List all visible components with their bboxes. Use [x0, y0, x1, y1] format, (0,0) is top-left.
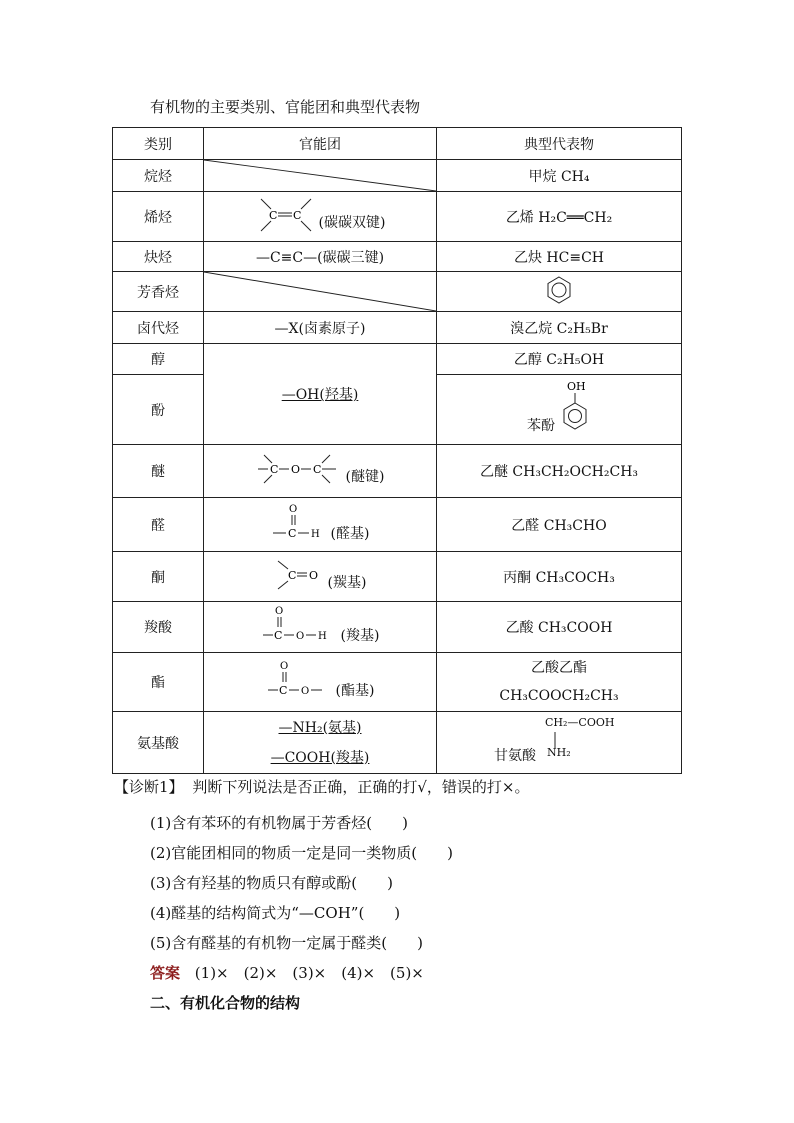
category-cell: 炔烃: [113, 242, 204, 272]
functional-group-cell: [204, 653, 437, 712]
question-list: [150, 808, 714, 1018]
svg-text:C: C: [273, 629, 282, 642]
diagnosis-section: [114, 774, 714, 1018]
table-header-row: [113, 128, 682, 160]
empty-diagonal-cell: [204, 272, 437, 312]
category-cell: 芳香烃: [113, 272, 204, 312]
svg-text:OH: OH: [567, 380, 586, 393]
category-cell: 醇: [113, 344, 204, 375]
carboxyl-group: —COOH(羧基): [270, 749, 370, 766]
functional-group-name: (羰基): [327, 574, 367, 591]
diagonal-line: [204, 160, 436, 191]
section-heading: 二、有机化合物的结构: [150, 994, 301, 1012]
svg-text:O: O: [290, 463, 300, 476]
header-functional-group: 官能团: [204, 128, 437, 160]
category-cell: 醚: [113, 445, 204, 498]
functional-group-cell: —X(卤素原子): [204, 312, 437, 344]
representative-cell: 乙炔 HC≡CH: [437, 242, 682, 272]
table-title: 有机物的主要类别、官能团和典型代表物: [150, 98, 421, 116]
aldehyde-group-structure: [271, 501, 327, 545]
representative-cell: [437, 272, 682, 312]
functional-group-cell: —C≡C—(碳碳三键): [204, 242, 437, 272]
hydroxyl-group: —OH(羟基): [281, 387, 359, 403]
svg-text:O: O: [279, 661, 288, 672]
table-row: [113, 712, 682, 774]
diagonal-line: [204, 272, 436, 311]
table-row: [113, 312, 682, 344]
representative-cell: 乙醇 C₂H₅OH: [437, 344, 682, 375]
glycine-label: 甘氨酸: [494, 748, 536, 764]
svg-text:C: C: [312, 463, 321, 476]
representative-cell: 乙醛 CH₃CHO: [437, 498, 682, 552]
category-cell: 氨基酸: [113, 712, 204, 774]
question-item: (4)醛基的结构简式为“—COH”( ): [150, 904, 401, 922]
functional-group-cell: [204, 602, 437, 653]
header-category: 类别: [113, 128, 204, 160]
carboxyl-group-structure: [261, 603, 337, 647]
phenol-label: 苯酚: [527, 418, 555, 434]
category-cell: 烷烃: [113, 160, 204, 192]
functional-group-name: (碳碳双键): [318, 214, 386, 231]
table-row: [113, 552, 682, 602]
representative-cell: 丙酮 CH₃COCH₃: [437, 552, 682, 602]
svg-text:H: H: [310, 528, 320, 540]
representative-cell: [437, 653, 682, 712]
diagnosis-prompt: 判断下列说法是否正确，正确的打√，错误的打×。: [192, 778, 530, 796]
category-cell: 醛: [113, 498, 204, 552]
functional-group-cell: [204, 192, 437, 242]
functional-group-name: (醚键): [345, 469, 385, 485]
svg-text:O: O: [295, 631, 304, 642]
table-row: [113, 653, 682, 712]
ester-group-structure: [266, 658, 332, 702]
svg-text:C: C: [292, 208, 301, 222]
table-row: [113, 242, 682, 272]
representative-cell: 乙烯 H₂C══CH₂: [437, 192, 682, 242]
svg-text:O: O: [274, 606, 283, 617]
svg-text:O: O: [288, 503, 297, 515]
svg-text:C: C: [287, 526, 296, 540]
question-item: (5)含有醛基的有机物一定属于醛类( ): [150, 934, 423, 952]
table-row: [113, 498, 682, 552]
glycine-nh2: NH₂: [547, 746, 571, 759]
phenol-structure: [561, 379, 601, 439]
category-cell: 酚: [113, 375, 204, 445]
functional-group-cell: [204, 344, 437, 445]
table-row: [113, 272, 682, 312]
representative-cell: [437, 712, 682, 774]
glycine-structure-top: CH₂—COOH: [545, 716, 615, 729]
category-cell: 烯烃: [113, 192, 204, 242]
category-cell: 卤代烃: [113, 312, 204, 344]
svg-text:C: C: [268, 208, 277, 222]
question-item: (2)官能团相同的物质一定是同一类物质( ): [150, 844, 453, 862]
table-row: [113, 344, 682, 375]
representative-cell: [437, 375, 682, 445]
carbonyl-group-structure: [274, 555, 324, 595]
representative-cell: 乙醚 CH₃CH₂OCH₂CH₃: [437, 445, 682, 498]
functional-group-cell: [204, 498, 437, 552]
svg-text:O: O: [300, 686, 309, 697]
category-cell: 酯: [113, 653, 204, 712]
question-item: (3)含有羟基的物质只有醇或酚( ): [150, 874, 393, 892]
functional-group-name: (酯基): [335, 683, 375, 699]
svg-text:H: H: [317, 631, 327, 642]
category-cell: 羧酸: [113, 602, 204, 653]
header-representative: 典型代表物: [437, 128, 682, 160]
representative-cell: 溴乙烷 C₂H₅Br: [437, 312, 682, 344]
functional-group-cell: [204, 712, 437, 774]
svg-text:O: O: [308, 568, 318, 582]
functional-group-cell: [204, 552, 437, 602]
answer-line: [150, 958, 714, 988]
category-cell: 酮: [113, 552, 204, 602]
empty-diagonal-cell: [204, 160, 437, 192]
svg-text:C: C: [287, 568, 296, 582]
table-row: [113, 192, 682, 242]
benzene-ring-icon: [544, 275, 574, 305]
table-row: [113, 445, 682, 498]
functional-group-cell: [204, 445, 437, 498]
functional-group-name: (羧基): [340, 628, 380, 644]
answer-text: (1)× (2)× (3)× (4)× (5)×: [194, 964, 424, 982]
representative-name: 乙酸乙酯: [531, 660, 587, 676]
functional-group-name: (醛基): [330, 525, 370, 542]
table-row: [113, 160, 682, 192]
question-item: (1)含有苯环的有机物属于芳香烃( ): [150, 814, 408, 832]
representative-formula: CH₃COOCH₂CH₃: [499, 688, 619, 704]
amino-group: —NH₂(氨基): [278, 719, 362, 736]
representative-cell: 乙酸 CH₃COOH: [437, 602, 682, 653]
svg-text:C: C: [269, 463, 278, 476]
double-bond-structure: [255, 195, 315, 235]
table-row: [113, 602, 682, 653]
diagnosis-heading: 【诊断1】: [114, 778, 184, 796]
functional-group-table: [112, 127, 682, 774]
svg-text:C: C: [278, 684, 287, 697]
ether-bond-structure: [256, 449, 342, 489]
answer-label: 答案: [150, 964, 181, 982]
representative-cell: 甲烷 CH₄: [437, 160, 682, 192]
